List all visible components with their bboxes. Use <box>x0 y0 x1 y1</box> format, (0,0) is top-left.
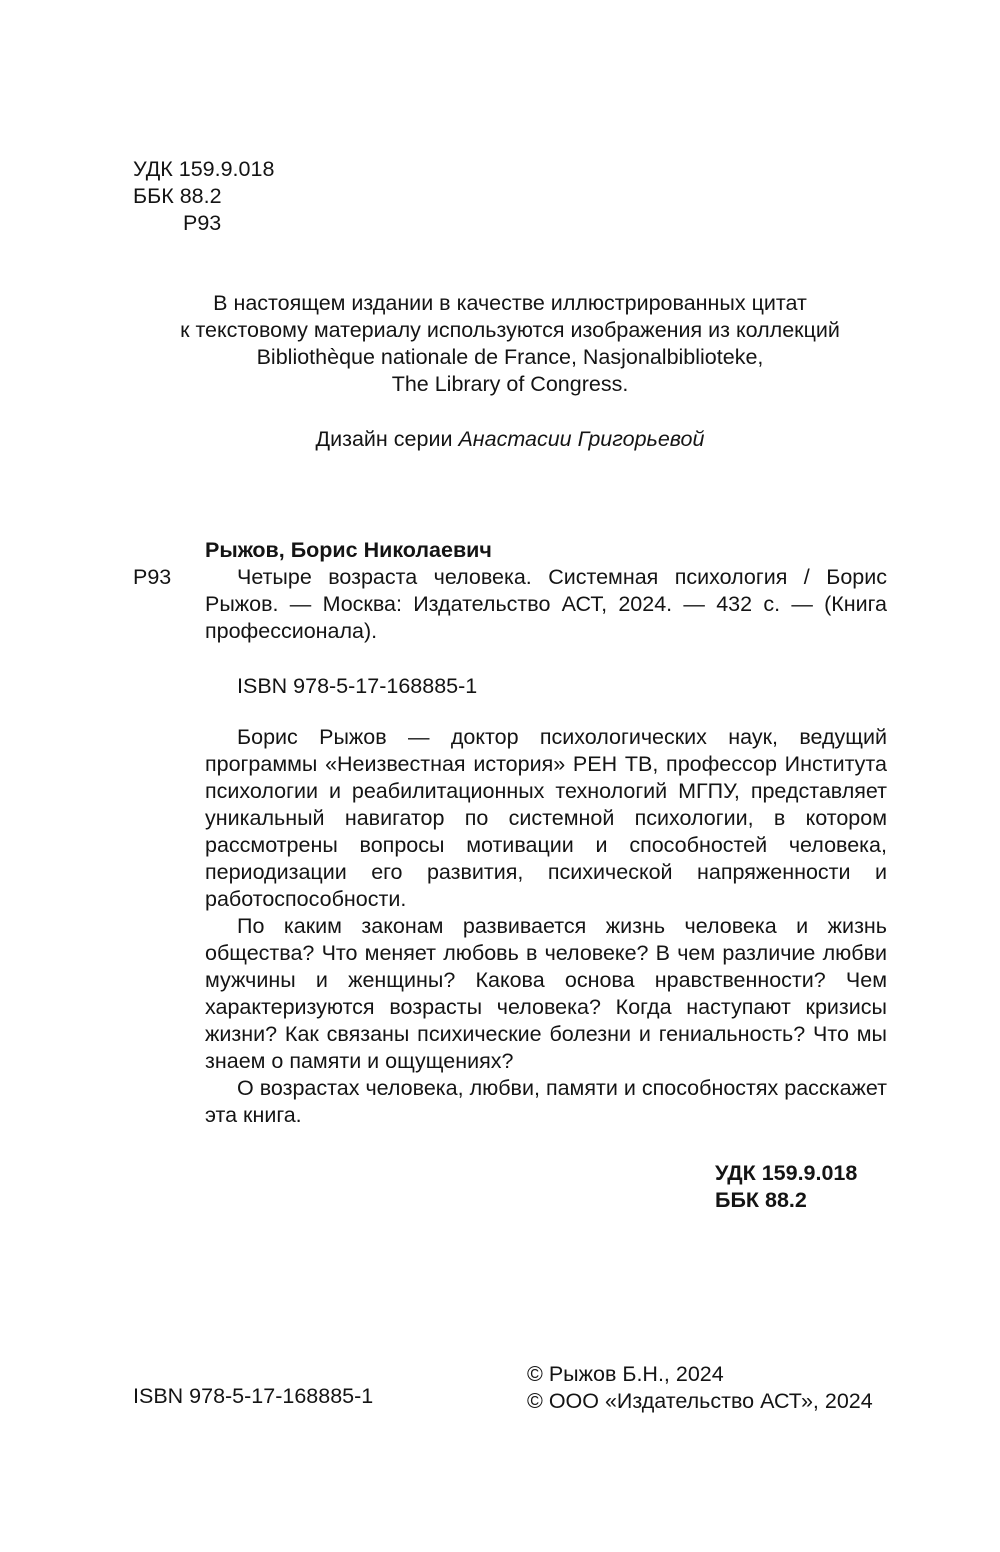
udk-code: УДК 159.9.018 <box>133 157 275 181</box>
series-design-credit <box>130 426 890 453</box>
classification-block-bottom <box>715 1160 887 1214</box>
classification-block <box>133 156 274 237</box>
bbk-code: ББК 88.2 <box>133 184 222 208</box>
notice-line: Bibliothèque nationale de France, Nasjonalbiblioteke, <box>256 345 764 369</box>
illustration-notice <box>130 290 890 398</box>
notice-line: The Library of Congress. <box>391 372 629 396</box>
catalog-isbn: ISBN 978-5-17-168885-1 <box>237 674 478 698</box>
catalog-author: Рыжов, Борис Николаевич <box>205 538 492 562</box>
udk-code-bottom: УДК 159.9.018 <box>715 1161 858 1185</box>
notice-line: В настоящем издании в качестве иллюстрированных цитат <box>213 291 807 315</box>
annotation-paragraph: О возрастах человека, любви, памяти и способностях расскажет эта книга. <box>205 1076 887 1127</box>
annotation-paragraph: Борис Рыжов — доктор психологических наук, ведущий программы «Неизвестная история» РЕН ТВ, профессор Института психологии и реабилитационных технологий МГПУ, представляет уникальный навигатор по системной психологии, в котором рассмотрены вопросы мотивации и способностей человека, периодизации его развития, психической напряженности и работоспособности. <box>205 725 887 911</box>
author-mark: Р93 <box>183 211 222 235</box>
designer-name: Анастасии Григорьевой <box>458 427 705 451</box>
catalog-description: Четыре возраста человека. Системная психология / Борис Рыжов. — Москва: Издательство АСТ, 2024. — 432 с. — (Книга профессионала). <box>205 565 887 643</box>
footer-isbn: ISBN 978-5-17-168885-1 <box>133 1384 374 1408</box>
annotation <box>205 724 887 1129</box>
copyright-author: © Рыжов Б.Н., 2024 <box>527 1362 724 1386</box>
catalog-author-mark: Р93 <box>133 565 172 589</box>
bbk-code-bottom: ББК 88.2 <box>715 1188 807 1212</box>
copyright-block <box>527 1361 873 1415</box>
design-prefix: Дизайн серии <box>315 427 453 451</box>
copyright-publisher: © ООО «Издательство АСТ», 2024 <box>527 1389 873 1413</box>
notice-line: к текстовому материалу используются изображения из коллекций <box>180 318 840 342</box>
annotation-paragraph: По каким законам развивается жизнь человека и жизнь общества? Что меняет любовь в человеке? В чем различие любви мужчины и женщины? Какова основа нравственности? Чем характеризуются возрасты человека? Когда наступают кризисы жизни? Как связаны психические болезни и гениальность? Что мы знаем о памяти и ощущениях? <box>205 914 887 1073</box>
